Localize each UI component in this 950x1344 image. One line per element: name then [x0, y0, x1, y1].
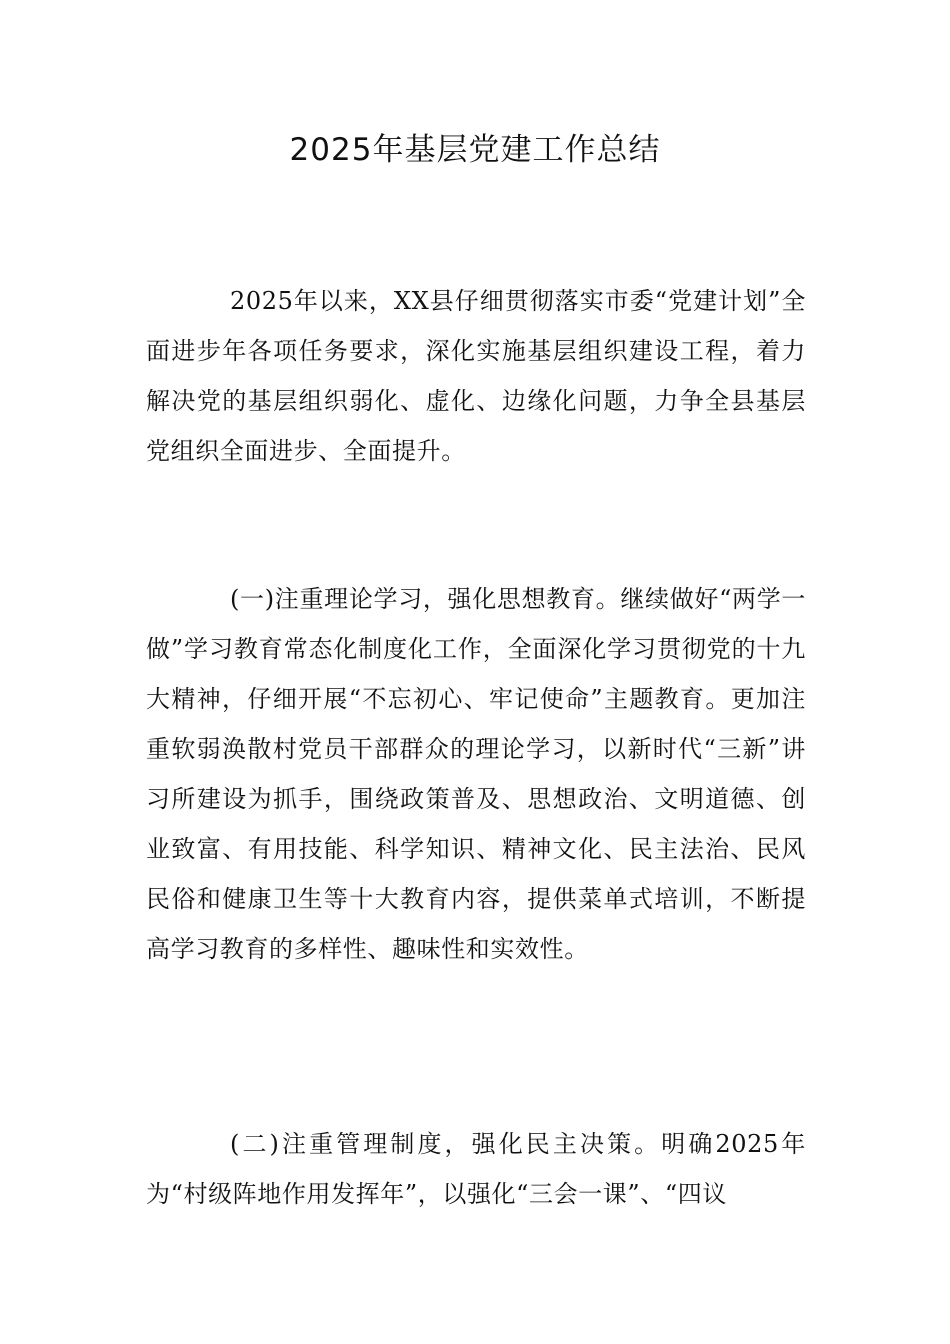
- document-title: 2025年基层党建工作总结: [289, 132, 661, 168]
- paragraph-section-1: (一)注重理论学习，强化思想教育。继续做好“两学一做”学习教育常态化制度化工作，全面深化学习贯彻党的十九大精神，仔细开展“不忘初心、牢记使命”主题教育。更加注重软弱涣散村党员干部群众的理论学习，以新时代“三新”讲习所建设为抓手，围绕政策普及、思想政治、文明道德、创业致富、有用技能、科学知识、精神文化、民主法治、民风民俗和健康卫生等十大教育内容，提供菜单式培训，不断提高学习教育的多样性、趣味性和实效性。: [146, 585, 806, 963]
- paragraph-intro: 2025年以来，XX县仔细贯彻落实市委“党建计划”全面进步年各项任务要求，深化实施基层组织建设工程，着力解决党的基层组织弱化、虚化、边缘化问题，力争全县基层党组织全面进步、全面提升。: [146, 287, 806, 465]
- paragraph-section-2: (二)注重管理制度，强化民主决策。明确2025年为“村级阵地作用发挥年”，以强化“三会一课”、“四议: [146, 1130, 806, 1208]
